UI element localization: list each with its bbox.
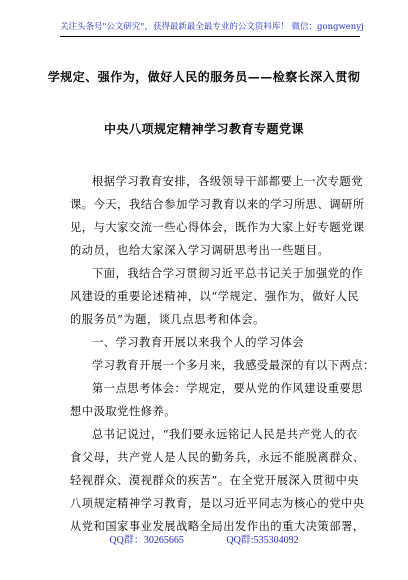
body-line: 八项规定精神学习教育，是以习近平同志为核心的党中央 bbox=[70, 497, 365, 510]
body-line: 风建设的重要论述精神，以“学规定、强作为，做好人民 bbox=[70, 290, 360, 303]
body-line: 课。今天，我结合参加学习教育以来的学习所思、调研所 bbox=[70, 198, 365, 211]
document-title-line-1: 学规定、强作为，做好人民的服务员——检察长深入贯彻 bbox=[47, 70, 361, 84]
body-line: 见，与大家交流一些心得体会，既作为大家上好专题党课 bbox=[70, 221, 365, 234]
body-line: 根据学习教育安排，各级领导干部都要上一次专题党 bbox=[92, 175, 364, 188]
footer-qq-group-1: QQ群：30265665 bbox=[109, 535, 184, 546]
footer-qq-group-2: QQ群:535304092 bbox=[226, 535, 299, 546]
body-line: 食父母，共产党人是人民的勤务兵，永远不能脱离群众、 bbox=[70, 451, 365, 464]
document-title-line-2: 中央八项规定精神学习教育专题党课 bbox=[103, 122, 304, 136]
section-heading: 一、学习教育开展以来我个人的学习体会 bbox=[92, 336, 305, 349]
body-line: 轻视群众、漠视群众的疾苦”。在全党开展深入贯彻中央 bbox=[70, 474, 360, 487]
body-line: 的动员，也给大家深入学习调研思考出一些题目。 bbox=[70, 244, 330, 257]
body-line: 的服务员”为题，谈几点思考和体会。 bbox=[70, 313, 265, 326]
body-line: 从党和国家事业发展战略全局出发作出的重大决策部署， bbox=[70, 520, 365, 533]
body-line: 总书记说过，“我们要永远铭记人民是共产党人的衣 bbox=[92, 428, 358, 441]
body-line: 想中汲取党性修养。 bbox=[70, 405, 177, 418]
body-line: 下面，我结合学习贯彻习近平总书记关于加强党的作 bbox=[92, 267, 364, 280]
body-line: 学习教育开展一个多月来，我感受最深的有以下两点： bbox=[92, 359, 375, 372]
header-banner: 关注头条号"公文研究"，获得最新最全最专业的公文资料库！ 微信：gongwenyj bbox=[60, 20, 360, 37]
footer bbox=[0, 531, 408, 546]
body-line: 第一点思考体会：学规定，要从党的作风建设重要思 bbox=[92, 382, 364, 395]
